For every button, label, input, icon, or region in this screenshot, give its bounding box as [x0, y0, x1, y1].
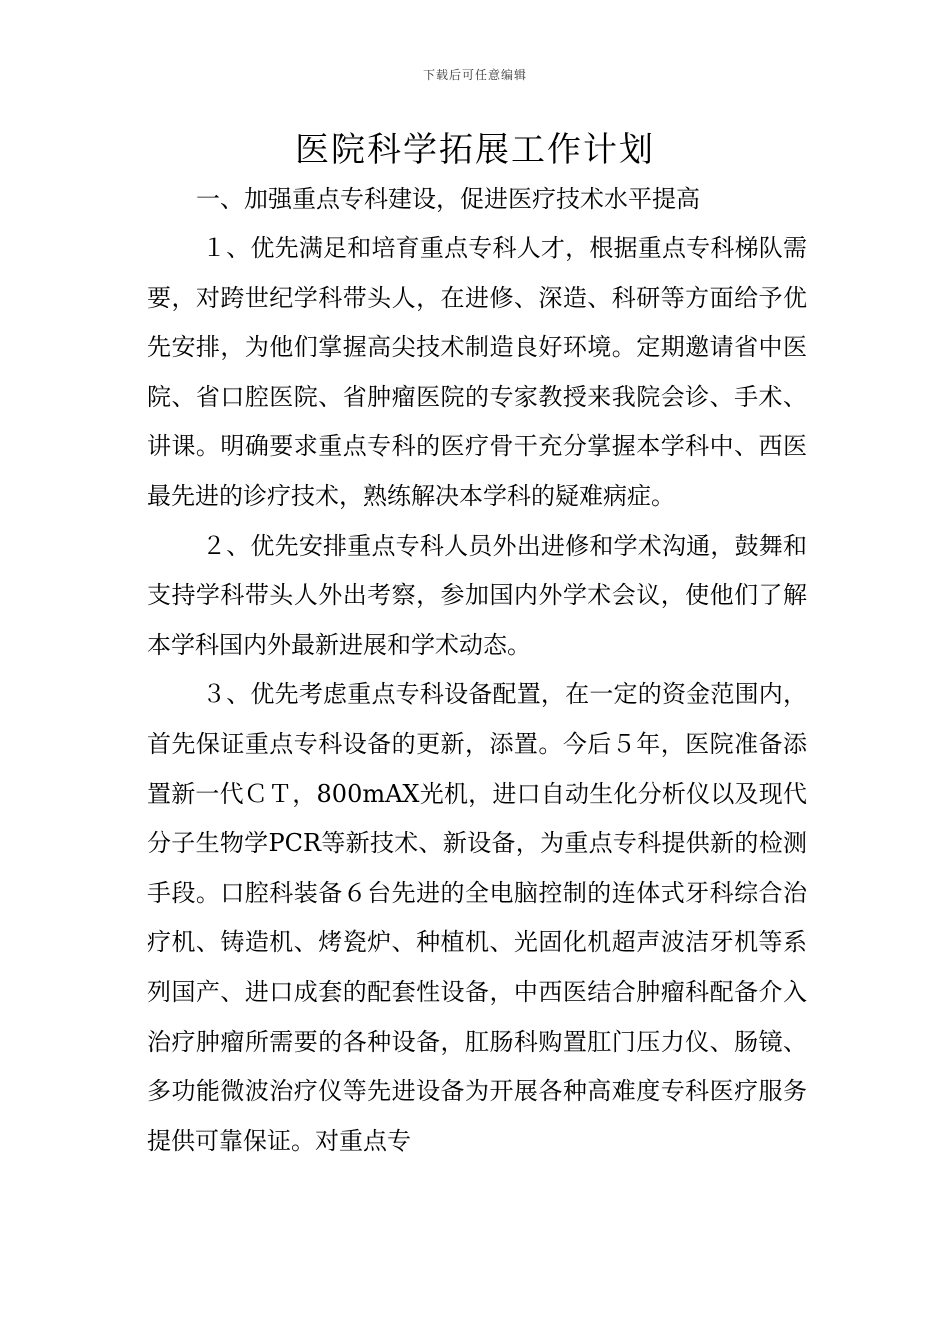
paragraph-3: ３、优先考虑重点专科设备配置，在一定的资金范围内，首先保证重点专科设备的更新，添置。今后５年，医院准备添置新一代ＣＴ，800mAX光机，进口自动生化分析仪以及现代分子生物学PCR等新技术、新设备，为重点专科提供新的检测手段。口腔科装备６台先进的全电脑控制的连体式牙科综合治疗机、铸造机、烤瓷炉、种植机、光固化机超声波洁牙机等系列国产、进口成套的配套性设备，中西医结合肿瘤科配备介入治疗肿瘤所需要的各种设备，肛肠科购置肛门压力仪、肠镜、多功能微波治疗仪等先进设备为开展各种高难度专科医疗服务提供可靠保证。对重点专 [147, 680, 807, 1155]
document-body [147, 224, 807, 1166]
paragraph-1: １、优先满足和培育重点专科人才，根据重点专科梯队需要，对跨世纪学科带头人，在进修、深造、科研等方面给予优先安排，为他们掌握高尖技术制造良好环境。定期邀请省中医院、省口腔医院、省肿瘤医院的专家教授来我院会诊、手术、讲课。明确要求重点专科的医疗骨干充分掌握本学科中、西医最先进的诊疗技术，熟练解决本学科的疑难病症。 [147, 234, 807, 510]
header-note: 下载后可任意编辑 [422, 68, 527, 82]
paragraph-2: ２、优先安排重点专科人员外出进修和学术沟通，鼓舞和支持学科带头人外出考察，参加国内外学术会议，使他们了解本学科国内外最新进展和学术动态。 [147, 531, 807, 659]
document-title: 医院科学拓展工作计划 [295, 130, 655, 170]
section-heading: 一、加强重点专科建设，促进医疗技术水平提高 [196, 185, 700, 213]
